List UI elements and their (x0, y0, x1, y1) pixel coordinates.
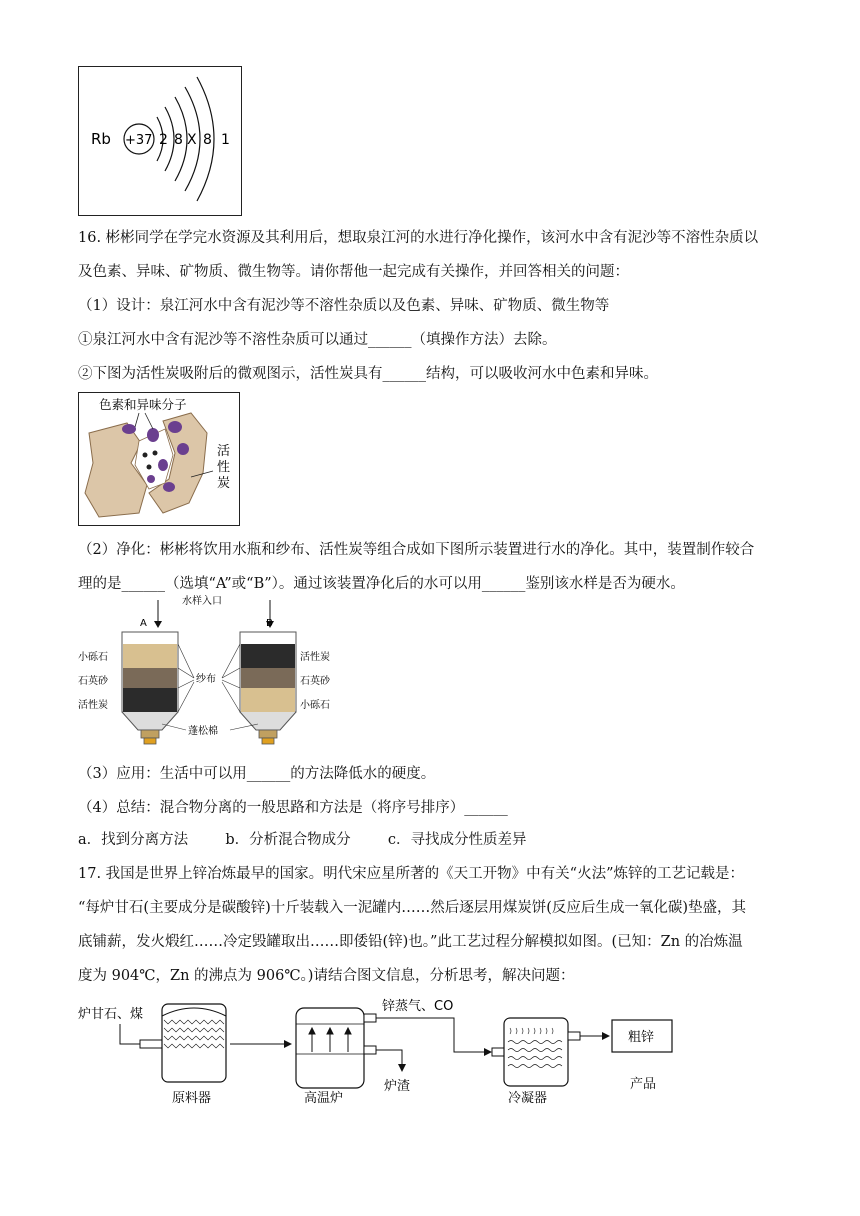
shell-3-count: X (187, 132, 197, 148)
a-layer-2: 石英砂 (78, 676, 108, 687)
filter-b-label: B (266, 618, 273, 629)
b-layer-2: 石英砂 (300, 676, 330, 687)
carbon-label-2: 性 (217, 460, 231, 475)
water-filter-diagram (78, 594, 338, 756)
q17-line1: 17. 我国是世界上锌冶炼最早的国家。明代宋应星所著的《天工开物》中有关“火法”炼锌的工艺记载是： (78, 866, 744, 882)
shell-5-count: 1 (221, 132, 230, 148)
q16-options (78, 830, 527, 850)
inlet-label: 水样入口 (182, 596, 222, 607)
activated-carbon-diagram (79, 393, 239, 525)
zinc-flow-diagram (78, 994, 718, 1104)
slag-label: 炉渣 (384, 1079, 411, 1094)
option-c: c．寻找成分性质差异 (387, 832, 527, 848)
q16-part2-line2: 理的是______（选填“A”或“B”）。通过该装置净化后的水可以用______鉴别该水样是否为硬水。 (78, 576, 685, 592)
option-a: a．找到分离方法 (78, 832, 189, 848)
q16-intro-line2: 及色素、异味、矿物质、微生物等。请你帮他一起完成有关操作，并回答相关的问题： (78, 264, 629, 280)
q16-part3: （3）应用：生活中可以用______的方法降低水的硬度。 (78, 766, 436, 782)
carbon-label-1: 活 (217, 444, 231, 459)
product-box-label: 粗锌 (628, 1030, 655, 1045)
gauze-label: 纱布 (196, 674, 216, 685)
q16-part1-b: ②下图为活性炭吸附后的微观图示，活性炭具有______结构，可以吸收河水中色素和异味。 (78, 366, 658, 382)
b-layer-3: 小砾石 (300, 700, 330, 711)
rb-atom-diagram (79, 67, 241, 215)
shell-4-count: 8 (203, 132, 212, 148)
zinc-flow-figure (78, 994, 718, 1104)
vapor-label: 锌蒸气、CO (382, 999, 454, 1014)
raw-material-label: 原料器 (172, 1091, 212, 1104)
q16-part4: （4）总结：混合物分离的一般思路和方法是（将序号排序）______ (78, 800, 508, 816)
product-label: 产品 (630, 1077, 657, 1092)
q16-part1: （1）设计：泉江河水中含有泥沙等不溶性杂质以及色素、异味、矿物质、微生物等 (78, 298, 610, 314)
q17-line3: 底铺薪，发火煅红……冷定毁罐取出……即倭铅(锌)也。”此工艺过程分解模拟如图。(已知：Zn 的冶炼温 (78, 934, 743, 950)
water-filter-figure (78, 594, 338, 756)
q16-part1-a: ①泉江河水中含有泥沙等不溶性杂质可以通过______（填操作方法）去除。 (78, 332, 557, 348)
a-layer-1: 小砾石 (78, 652, 108, 663)
cotton-label: 蓬松棉 (188, 726, 218, 737)
rb-atom-figure (78, 66, 242, 216)
activated-carbon-figure (78, 392, 240, 526)
molecules-label: 色素和异味分子 (99, 397, 187, 412)
rb-symbol: Rb (91, 130, 111, 148)
a-layer-3: 活性炭 (78, 700, 108, 711)
option-b: b．分析混合物成分 (225, 832, 351, 848)
q17-line2: “每炉甘石(主要成分是碳酸锌)十斤装载入一泥罐内……然后逐层用煤炭饼(反应后生成一氧化碳)垫盛，其 (78, 900, 747, 916)
shell-2-count: 8 (174, 132, 183, 148)
q16-intro-line1: 16. 彬彬同学在学完水资源及其利用后，想取泉江河的水进行净化操作，该河水中含有泥沙等不溶性杂质以 (78, 230, 759, 246)
rb-nucleus: +37 (125, 133, 153, 148)
filter-a-label: A (140, 618, 147, 629)
carbon-label-3: 炭 (217, 476, 231, 491)
q17-line4: 度为 904℃，Zn 的沸点为 906℃。)请结合图文信息，分析思考，解决问题： (78, 968, 575, 984)
input-label: 炉甘石、煤 (78, 1007, 144, 1022)
furnace-label: 高温炉 (304, 1091, 344, 1104)
b-layer-1: 活性炭 (300, 652, 330, 663)
q16-part2-line1: （2）净化：彬彬将饮用水瓶和纱布、活性炭等组合成如下图所示装置进行水的净化。其中，装置制作较合 (78, 542, 755, 558)
shell-1-count: 2 (159, 132, 168, 148)
condenser-label: 冷凝器 (508, 1091, 548, 1104)
